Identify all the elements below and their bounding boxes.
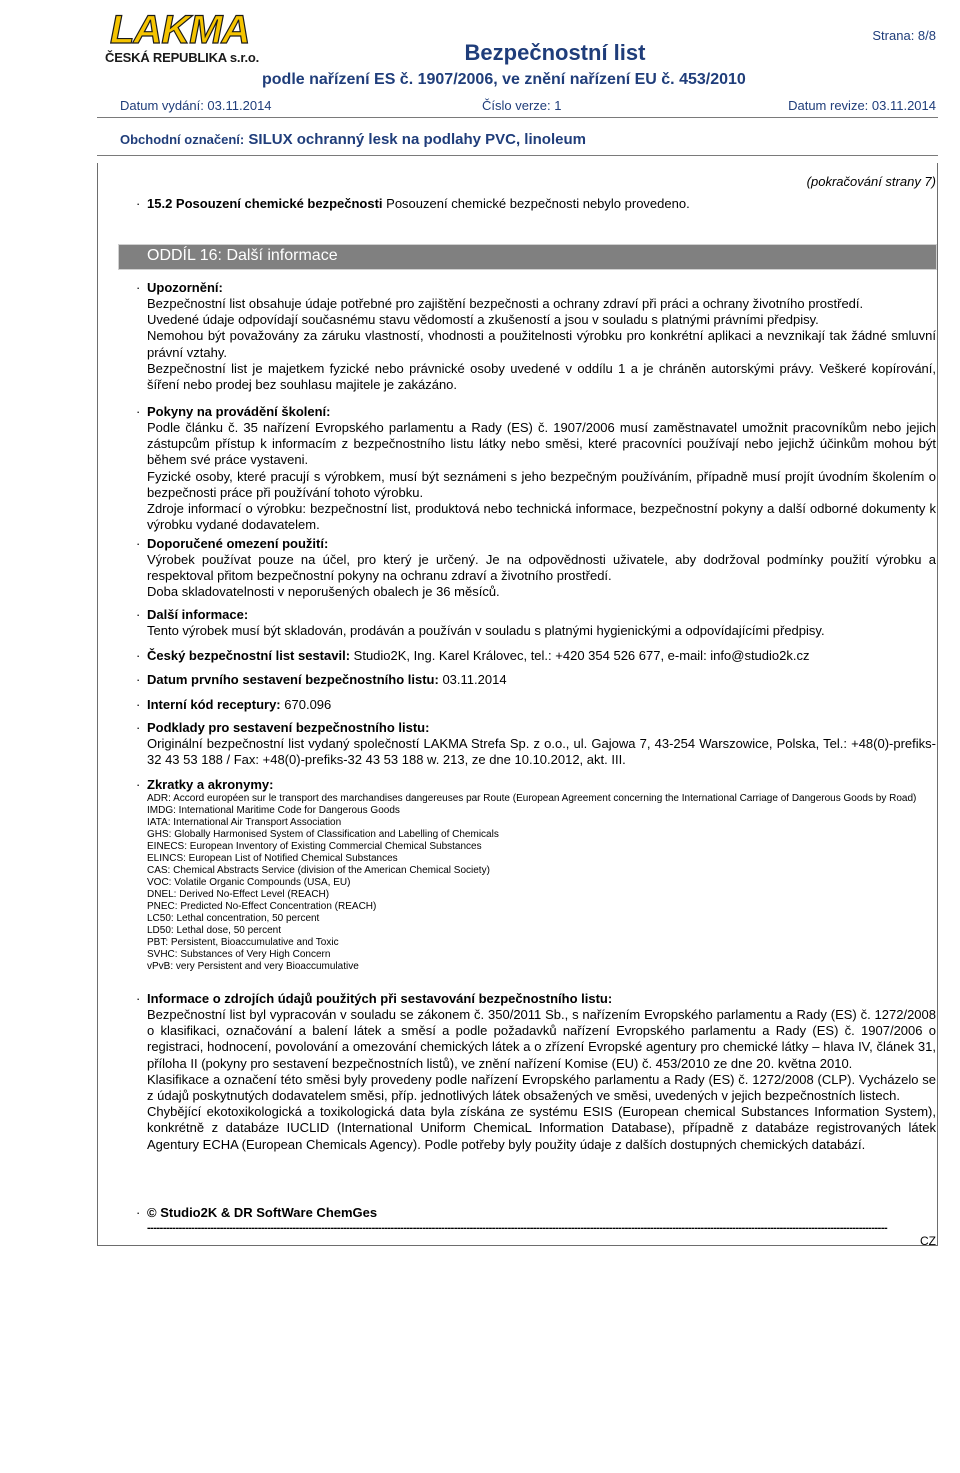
abbreviation-item: GHS: Globally Harmonised System of Classification and Labelling of Chemicals xyxy=(147,829,499,840)
recipe-value: 670.096 xyxy=(284,697,332,712)
training-line: Zdroje informací o výrobku: bezpečnostní list, produktová nebo technická informace, bezpečnostní pokyny a další odborné dokumenty k výrobku vydané dodavatelem. xyxy=(147,501,936,533)
training-heading: · Pokyny na provádění školení: xyxy=(136,404,331,419)
trade-divider xyxy=(97,155,938,156)
page-number: Strana: 8/8 xyxy=(872,28,936,43)
info-sources-heading: · Informace o zdrojích údajů použitých při sestavování bezpečnostního listu: xyxy=(136,991,613,1006)
restriction-heading: · Doporučené omezení použití: xyxy=(136,536,329,551)
svg-text:LAKMA: LAKMA xyxy=(110,8,250,48)
abbreviation-item: PBT: Persistent, Bioaccumulative and Toxic xyxy=(147,937,339,948)
document-title: Bezpečnostní list xyxy=(464,40,646,65)
further-text: Tento výrobek musí být skladován, prodáván a používán v souladu s platnými hygienickými a odpovídajícími předpisy. xyxy=(147,623,825,638)
version-number: Číslo verze: 1 xyxy=(482,98,562,113)
further-heading: · Další informace: xyxy=(136,607,249,622)
restriction-text xyxy=(147,552,936,601)
abbreviation-item: IMDG: International Maritime Code for Dangerous Goods xyxy=(147,805,400,816)
training-text xyxy=(147,420,936,533)
first-date: · Datum prvního sestavení bezpečnostního listu: 03.11.2014 xyxy=(136,672,507,687)
abbreviation-item: LD50: Lethal dose, 50 percent xyxy=(147,925,281,936)
warning-line: Uvedené údaje odpovídají současnému stavu vědomostí a zkušeností a jsou v souladu s platnými právními předpisy. xyxy=(147,312,819,328)
copyright: · © Studio2K & DR SoftWare ChemGes xyxy=(136,1205,378,1220)
abbreviation-item: vPvB: very Persistent and very Bioaccumulative xyxy=(147,961,359,972)
copyright-text: © Studio2K & DR SoftWare ChemGes xyxy=(147,1205,378,1220)
restriction-line: Výrobek používat pouze na účel, pro který je určený. Je na odpovědnosti uživatele, aby dodržoval podmínky použití výrobku a respektoval přitom bezpečnostní pokyny na ochranu zdraví a životního prostředí. xyxy=(147,552,936,584)
further-label: Další informace: xyxy=(147,607,249,622)
revision-date: Datum revize: 03.11.2014 xyxy=(788,98,936,113)
item-15-2-label: 15.2 Posouzení chemické bezpečnosti xyxy=(147,196,383,211)
info-sources-text xyxy=(147,1007,936,1153)
recipe-label: Interní kód receptury: xyxy=(147,697,281,712)
abbreviation-item: ADR: Accord européen sur le transport des marchandises dangereuses par Route (European Agreement concerning the International Carriage of Dangerous Goods by Road) xyxy=(147,793,917,804)
training-line: Podle článku č. 35 nařízení Evropského parlamentu a Rady (ES) č. 1907/2006 musí zaměstnavatel umožnit pracovníkům nebo jejich zástupcům přístup k informacím z bezpečnostního listu látky nebo směsi, které pracovníci používají nebo jejichž účinkům mohou být během své práce vystaveni. xyxy=(147,420,936,468)
compiled-label: Český bezpečnostní list sestavil: xyxy=(147,648,351,663)
abbreviation-item: CAS: Chemical Abstracts Service (division of the American Chemical Society) xyxy=(147,865,490,876)
issue-date: Datum vydání: 03.11.2014 xyxy=(120,98,272,113)
sources-label: Podklady pro sestavení bezpečnostního listu: xyxy=(147,720,430,735)
info-sources-line: Bezpečnostní list byl vypracován v souladu se zákonem č. 350/2011 Sb., s nařízením Evropského parlamentu a Rady (ES) č. 1272/2008 o klasifikaci, označování a balení látek a směsí a podle požadavků nařízení Evropského parlamentu a Rady (ES) č. 1907/2006 o registraci, hodnocení, povolování a omezování chemických látek a o zřízení Evropské agentury pro chemické látky – hlava IV, článek 31, příloha II (pokyny pro sestavení bezpečnostních listů), ve znění nařízení Komise (EU) č. 453/2010 ze dne 20. května 2010. xyxy=(147,1007,936,1071)
abbreviation-item: LC50: Lethal concentration, 50 percent xyxy=(147,913,320,924)
sources-text: Originální bezpečnostní list vydaný společností LAKMA Strefa Sp. z o.o., ul. Gajowa 7, 43-254 Warszowice, Polska, Tel.: +48(0)-prefiks-32 43 53 188 / Fax: +48(0)-prefiks-32 43 53 188 w. 213, ze dne 10.10.2012, akt. III. xyxy=(147,736,936,768)
warning-heading: · Upozornění: xyxy=(136,280,223,295)
dashed-divider: ------------------------------------------------------------------------------------------------------------------------------------------------------------------------------------------------------------------------------------------ xyxy=(147,1222,888,1234)
section-16-header xyxy=(118,244,937,270)
abbreviation-item: SVHC: Substances of Very High Concern xyxy=(147,949,331,960)
restriction-line: Doba skladovatelnosti v neporušených obalech je 36 měsíců. xyxy=(147,584,500,600)
warning-line: Bezpečnostní list obsahuje údaje potřebné pro zajištění bezpečnosti a ochrany zdraví při práci a ochrany životního prostředí. xyxy=(147,296,864,311)
abbr-label: Zkratky a akronymy: xyxy=(147,777,274,792)
info-sources-label: Informace o zdrojích údajů použitých při sestavování bezpečnostního listu: xyxy=(147,991,613,1006)
info-sources-line: Klasifikace a označení této směsi byly provedeny podle nařízení Evropského parlamentu a Rady (ES) č. 1272/2008 (CLP). Vycházelo se z údajů poskytnutých dodavatelem směsi, příp. jednotlivých látek obsažených ve směsi, uvedených v jejich bezpečnostních listech. xyxy=(147,1071,936,1104)
abbreviation-item: DNEL: Derived No-Effect Level (REACH) xyxy=(147,889,330,900)
training-line: Fyzické osoby, které pracují s výrobkem, musí být seznámeni s jeho bezpečným používáním, případně musí projít úvodním školením o bezpečnosti práce při používání tohoto výrobku. xyxy=(147,468,936,500)
abbr-heading: · Zkratky a akronymy: xyxy=(136,777,274,792)
language-code: CZ xyxy=(920,1234,936,1248)
abbreviation-item: ELINCS: European List of Notified Chemical Substances xyxy=(147,853,398,864)
compiled-by: · Český bezpečnostní list sestavil: Studio2K, Ing. Karel Královec, tel.: +420 354 526 677, e-mail: info@studio2k.cz xyxy=(136,648,810,663)
item-15-2-text: Posouzení chemické bezpečnosti nebylo provedeno. xyxy=(386,196,690,211)
restriction-label: Doporučené omezení použití: xyxy=(147,536,329,551)
document-subtitle: podle nařízení ES č. 1907/2006, ve znění nařízení EU č. 453/2010 xyxy=(262,71,746,88)
header-divider xyxy=(97,117,938,118)
recipe-code: · Interní kód receptury: 670.096 xyxy=(136,697,332,712)
warning-line: Nemohou být považovány za záruku vlastností, vhodnosti a použitelnosti výrobku pro konkrétní aplikaci a nevznikají tak žádné smluvní právní vztahy. xyxy=(147,328,936,360)
abbreviation-item: PNEC: Predicted No-Effect Concentration (REACH) xyxy=(147,901,377,912)
abbreviation-list xyxy=(147,793,936,973)
continuation-note: (pokračování strany 7) xyxy=(806,174,936,189)
section-16-title: ODDÍL 16: Další informace xyxy=(147,247,338,264)
abbreviation-item: EINECS: European Inventory of Existing Commercial Chemical Substances xyxy=(147,841,482,852)
sources-heading: · Podklady pro sestavení bezpečnostního listu: xyxy=(136,720,430,735)
abbreviation-item: VOC: Volatile Organic Compounds (USA, EU) xyxy=(147,877,351,888)
logo-subtitle: ČESKÁ REPUBLIKA s.r.o. xyxy=(105,50,260,65)
warning-label: Upozornění: xyxy=(147,280,223,295)
trade-name xyxy=(120,131,586,148)
warning-line: Bezpečnostní list je majetkem fyzické nebo právnické osoby uvedené v oddílu 1 a je chráněn autorskými právy. Veškeré kopírování, šíření nebo prodej bez souhlasu majitele je zakázáno. xyxy=(147,360,936,393)
first-date-label: Datum prvního sestavení bezpečnostního listu: xyxy=(147,672,439,687)
trade-name-label: Obchodní označení: xyxy=(120,132,245,147)
info-sources-line: Chybějící ekotoxikologická a toxikologická data byla získána ze systému ESIS (European chemical Substances Information System), konkrétně z databáze IUCLID (International Uniform ChemicaL Information Database), případně z databáze registrovaných látek Agentury ECHA (European Chemicals Agency). Podle potřeby byly použity údaje z dalších dostupných chemických databází. xyxy=(147,1104,936,1152)
trade-name-value: SILUX ochranný lesk na podlahy PVC, linoleum xyxy=(248,131,586,148)
warning-text xyxy=(147,296,936,393)
compiled-text: Studio2K, Ing. Karel Královec, tel.: +420 354 526 677, e-mail: info@studio2k.cz xyxy=(353,648,810,663)
abbreviation-item: IATA: International Air Transport Association xyxy=(147,817,342,828)
training-label: Pokyny na provádění školení: xyxy=(147,404,331,419)
first-date-value: 03.11.2014 xyxy=(442,672,507,687)
item-15-2: · 15.2 Posouzení chemické bezpečnosti Posouzení chemické bezpečnosti nebylo provedeno. xyxy=(136,196,690,211)
